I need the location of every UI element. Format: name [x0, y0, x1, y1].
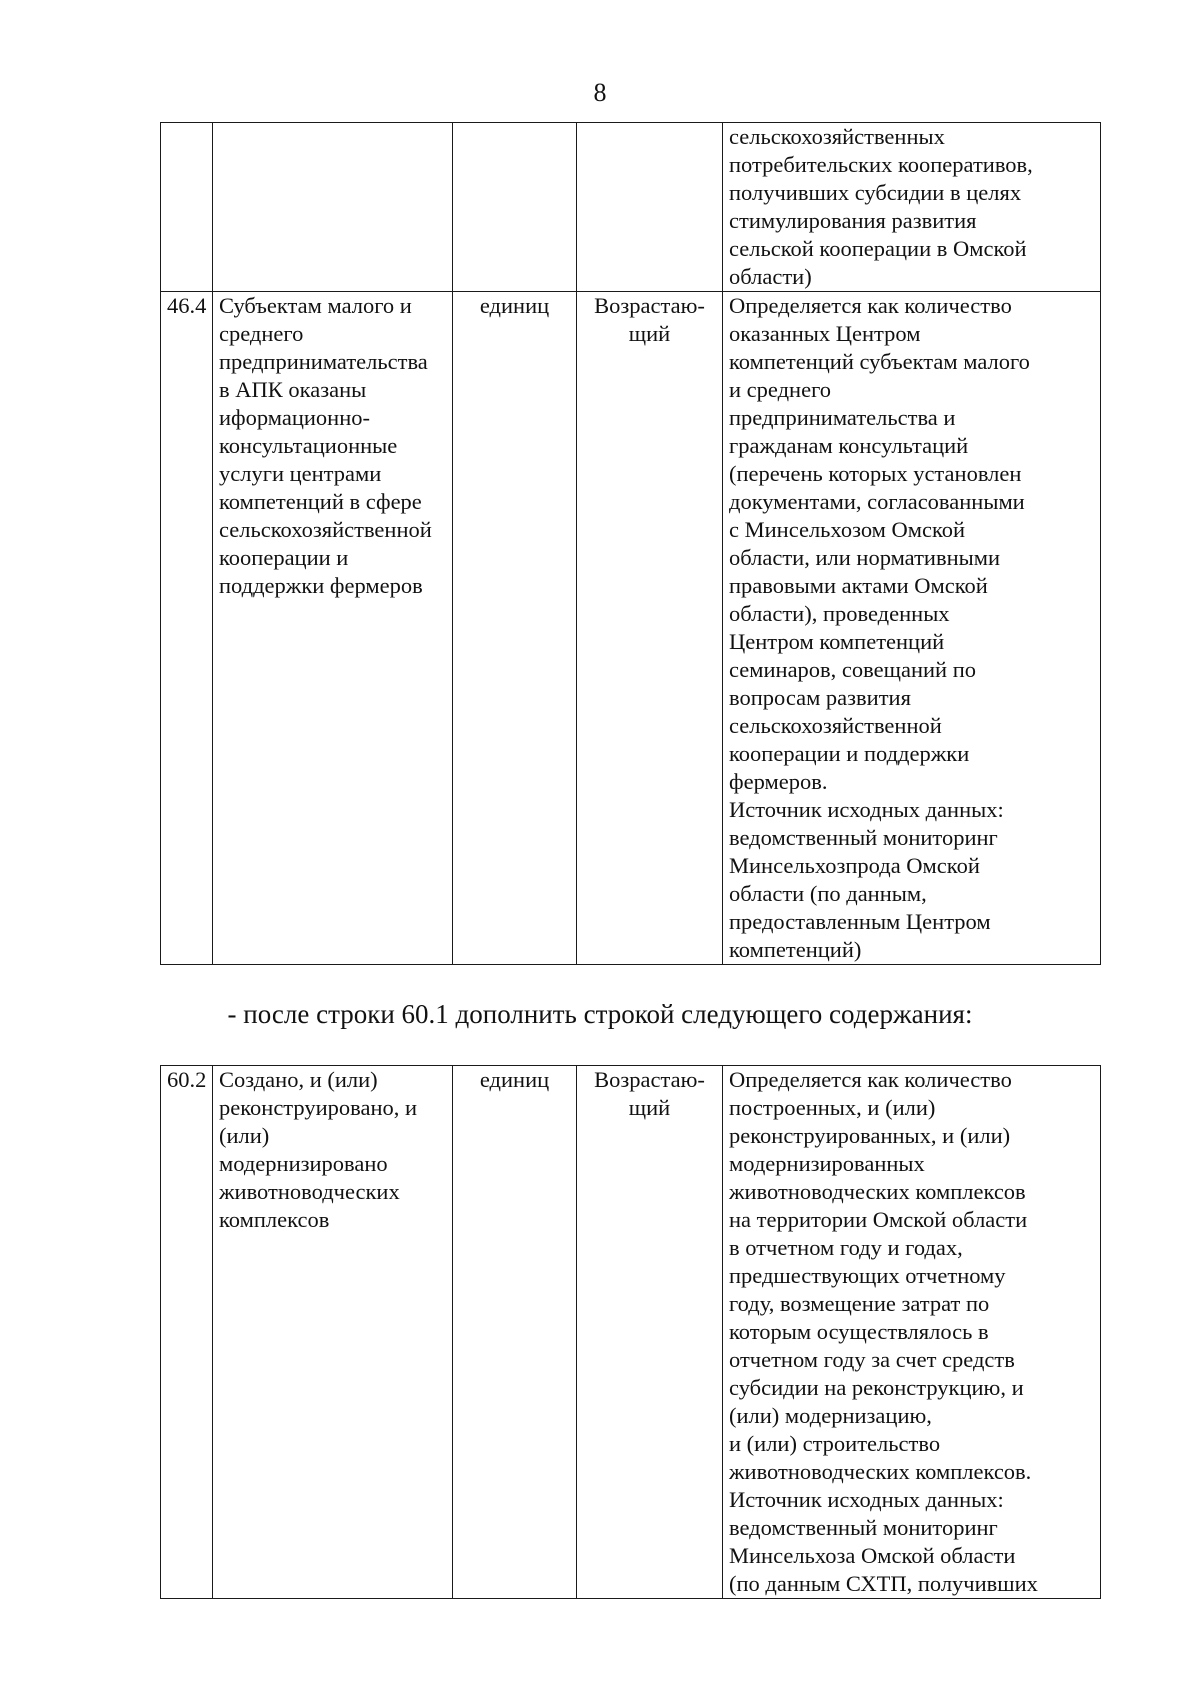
method-line: с Минсельхозом Омской: [729, 517, 966, 542]
method-line: ведомственный мониторинг: [729, 1515, 998, 1540]
method-line: и среднего: [729, 377, 831, 402]
method-line: которым осуществлялось в: [729, 1319, 989, 1344]
indicator-table-1: [160, 122, 1101, 965]
table-row: [161, 123, 1101, 292]
method-line: области (по данным,: [729, 881, 927, 906]
method-line: ведомственный мониторинг: [729, 825, 998, 850]
method-line: предшествующих отчетному: [729, 1263, 1006, 1288]
method-line: кооперации и поддержки: [729, 741, 970, 766]
method-line: (или) модернизацию,: [729, 1403, 932, 1428]
method-line: области): [729, 264, 812, 289]
name-line: в АПК оказаны: [219, 377, 367, 402]
direction-line: Возрастаю-: [594, 1067, 705, 1092]
indicator-table-2: [160, 1065, 1101, 1599]
method-line: предпринимательства и: [729, 405, 956, 430]
name-line: предпринимательства: [219, 349, 428, 374]
name-line: реконструировано, и: [219, 1095, 418, 1120]
table-row: [161, 1066, 1101, 1599]
method-line: сельской кооперации в Омской: [729, 236, 1027, 261]
method-line: стимулирования развития: [729, 208, 977, 233]
method-line: субсидии на реконструкцию, и: [729, 1375, 1024, 1400]
insert-instruction: - после строки 60.1 дополнить строкой следующего содержания:: [227, 999, 973, 1029]
name-line: кооперации и: [219, 545, 349, 570]
method-line: Центром компетенций: [729, 629, 945, 654]
method-line: получивших субсидии в целях: [729, 180, 1022, 205]
method-cell: [723, 123, 1101, 292]
unit-cell: [453, 123, 577, 292]
direction-cell: [577, 1066, 723, 1599]
method-line: животноводческих комплексов.: [729, 1459, 1032, 1484]
method-line: Источник исходных данных:: [729, 797, 1004, 822]
direction-line: щий: [628, 321, 671, 346]
method-line: построенных, и (или): [729, 1095, 936, 1120]
unit-cell: единиц: [453, 1066, 577, 1599]
name-line: поддержки фермеров: [219, 573, 423, 598]
method-line: потребительских кооперативов,: [729, 152, 1033, 177]
direction-line: щий: [628, 1095, 671, 1120]
method-line: реконструированных, и (или): [729, 1123, 1011, 1148]
indicator-name-cell: [213, 123, 453, 292]
name-line: Создано, и (или): [219, 1067, 378, 1092]
indicator-name-cell: [213, 292, 453, 965]
method-line: гражданам консультаций: [729, 433, 969, 458]
row-number-cell: 60.2: [161, 1066, 213, 1599]
method-cell: [723, 1066, 1101, 1599]
method-line: (по данным СХТП, получивших: [729, 1571, 1038, 1596]
unit-cell: единиц: [453, 292, 577, 965]
method-line: модернизированных: [729, 1151, 925, 1176]
method-cell: [723, 292, 1101, 965]
name-line: услуги центрами: [219, 461, 382, 486]
name-line: (или): [219, 1123, 270, 1148]
name-line: Субъектам малого и: [219, 293, 412, 318]
name-line: иформационно-: [219, 405, 371, 430]
method-line: году, возмещение затрат по: [729, 1291, 990, 1316]
direction-cell: [577, 123, 723, 292]
name-line: компетенций в сфере: [219, 489, 422, 514]
page-number: 8: [593, 78, 607, 107]
method-line: Определяется как количество: [729, 1067, 1012, 1092]
method-line: Определяется как количество: [729, 293, 1012, 318]
direction-cell: [577, 292, 723, 965]
name-line: сельскохозяйственной: [219, 517, 432, 542]
method-line: сельскохозяйственных: [729, 124, 945, 149]
method-line: семинаров, совещаний по: [729, 657, 976, 682]
method-line: и (или) строительство: [729, 1431, 941, 1456]
method-line: компетенций): [729, 937, 862, 962]
name-line: модернизировано: [219, 1151, 388, 1176]
method-line: отчетном году за счет средств: [729, 1347, 1015, 1372]
method-line: Минсельхоза Омской области: [729, 1543, 1016, 1568]
method-line: животноводческих комплексов: [729, 1179, 1026, 1204]
method-line: Источник исходных данных:: [729, 1487, 1004, 1512]
method-line: компетенций субъектам малого: [729, 349, 1030, 374]
method-line: фермеров.: [729, 769, 828, 794]
name-line: среднего: [219, 321, 304, 346]
method-line: (перечень которых установлен: [729, 461, 1022, 486]
table-row: [161, 292, 1101, 965]
row-number-cell: [161, 123, 213, 292]
method-line: на территории Омской области: [729, 1207, 1028, 1232]
name-line: животноводческих: [219, 1179, 400, 1204]
method-line: документами, согласованными: [729, 489, 1025, 514]
method-line: области), проведенных: [729, 601, 950, 626]
method-line: предоставленным Центром: [729, 909, 991, 934]
name-line: комплексов: [219, 1207, 330, 1232]
row-number-cell: 46.4: [161, 292, 213, 965]
method-line: оказанных Центром: [729, 321, 921, 346]
direction-line: Возрастаю-: [594, 293, 705, 318]
method-line: правовыми актами Омской: [729, 573, 988, 598]
name-line: консультационные: [219, 433, 398, 458]
method-line: вопросам развития: [729, 685, 911, 710]
method-line: сельскохозяйственной: [729, 713, 942, 738]
method-line: области, или нормативными: [729, 545, 1001, 570]
method-line: Минсельхозпрода Омской: [729, 853, 980, 878]
indicator-name-cell: [213, 1066, 453, 1599]
method-line: в отчетном году и годах,: [729, 1235, 963, 1260]
